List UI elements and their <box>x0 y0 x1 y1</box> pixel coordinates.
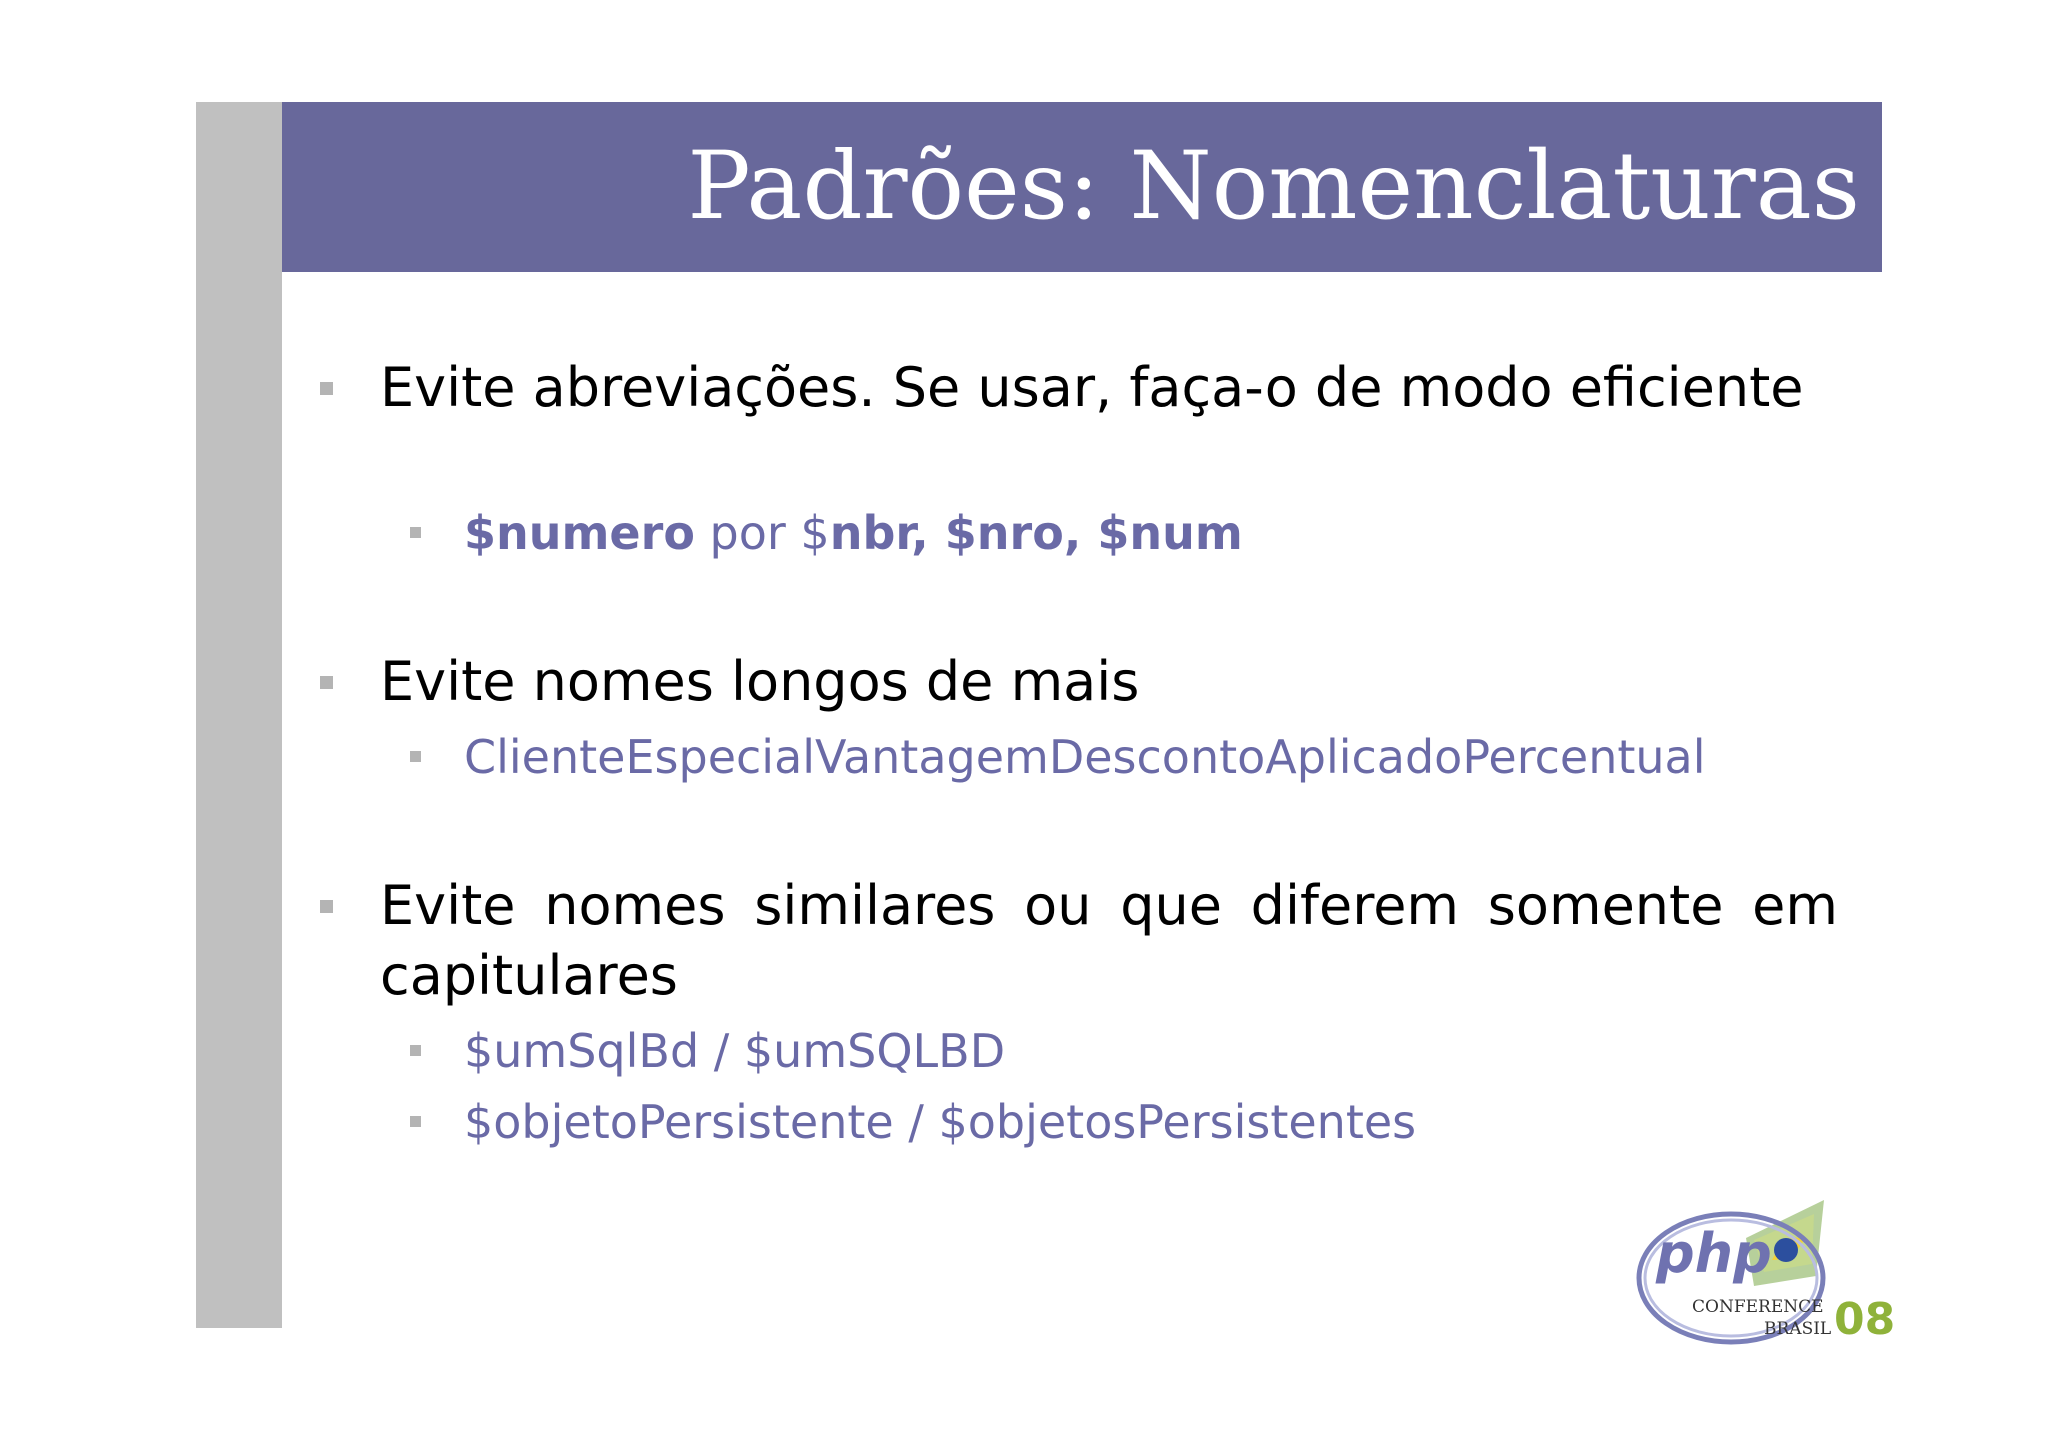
title-bar <box>282 102 1882 272</box>
bullet-marker <box>320 382 333 395</box>
sub-bullet-marker <box>410 527 421 538</box>
bullet-text: Evite abreviações. Se usar, faça-o de modo eficiente <box>380 356 1804 419</box>
logo-year: 08 <box>1834 1294 1896 1345</box>
flag-globe <box>1774 1238 1798 1262</box>
sub-bullet-text: ClienteEspecialVantagemDescontoAplicadoPercentual <box>464 730 1706 784</box>
bullet-text: Evite nomes longos de mais <box>380 650 1140 713</box>
logo-conference: CONFERENCE <box>1692 1297 1824 1317</box>
connector-text: por <box>694 506 801 560</box>
slide-title: Padrões: Nomenclaturas <box>687 132 1860 241</box>
sub-bullet-text: $objetoPersistente / $objetosPersistentes <box>464 1095 1417 1149</box>
bullet-text: Evite nomes similares ou que diferem somente em capitulares <box>380 874 1838 1007</box>
bullet-marker <box>320 900 333 913</box>
bullet-marker <box>320 676 333 689</box>
sub-bullet-marker <box>410 1116 421 1127</box>
abbreviations: nbr, $nro, $num <box>829 506 1243 560</box>
sub-bullet-marker <box>410 751 421 762</box>
dollar-sign: $ <box>800 506 830 560</box>
sub-bullet-text <box>464 503 1243 563</box>
sub-bullet-text: $umSqlBd / $umSQLBD <box>464 1024 1006 1078</box>
sub-bullet-marker <box>410 1045 421 1056</box>
variable-name: $numero <box>464 506 695 560</box>
logo-brasil: BRASIL <box>1764 1319 1832 1339</box>
php-conference-logo <box>1636 1200 1896 1350</box>
logo-php: php <box>1656 1222 1772 1285</box>
side-bar <box>196 102 282 1328</box>
